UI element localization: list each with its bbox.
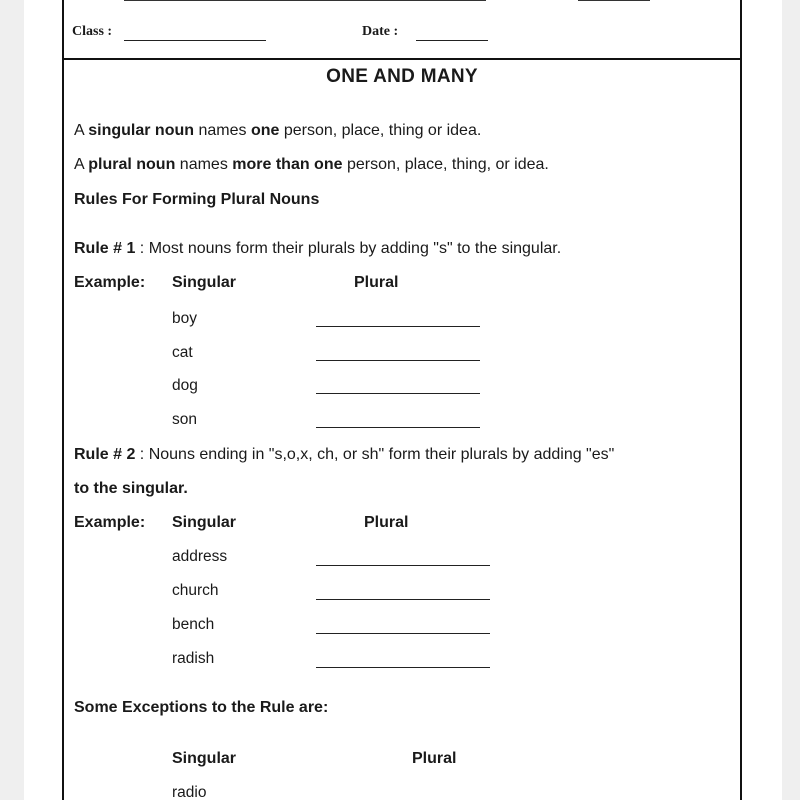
- plural-header: Plural: [412, 750, 457, 767]
- date-field[interactable]: [416, 40, 488, 41]
- singular-word: address: [172, 548, 228, 565]
- def-text: person, place, thing or idea.: [279, 122, 482, 139]
- def-text: person, place, thing, or idea.: [342, 156, 549, 173]
- worksheet: [62, 0, 742, 800]
- rule-label: Rule # 2: [74, 446, 136, 463]
- plural-answer-line[interactable]: [316, 565, 490, 566]
- rule-text: : Most nouns form their plurals by adding "s" to the singular.: [135, 240, 562, 257]
- def-text: A: [74, 156, 89, 173]
- singular-word: boy: [172, 310, 197, 327]
- def-text: A: [74, 122, 89, 139]
- plural-answer-line[interactable]: [316, 326, 480, 327]
- def-term: plural noun: [88, 156, 176, 173]
- singular-header: Singular: [172, 514, 237, 531]
- right-margin: [782, 0, 800, 800]
- singular-definition: [74, 122, 481, 140]
- singular-word: radio: [172, 784, 207, 801]
- date-label: Date :: [362, 24, 399, 39]
- def-emphasis: one: [250, 122, 280, 139]
- plural-answer-line[interactable]: [316, 599, 490, 600]
- rule-text: : Nouns ending in "s,o,x, ch, or sh" form their plurals by adding "es": [135, 446, 615, 463]
- class-field[interactable]: [124, 40, 266, 41]
- plural-answer-line[interactable]: [316, 667, 490, 668]
- page-title: ONE AND MANY: [326, 66, 478, 87]
- rules-heading: Rules For Forming Plural Nouns: [74, 191, 320, 208]
- rule-label: Rule # 1: [74, 240, 136, 257]
- singular-word: church: [172, 582, 219, 599]
- header-divider: [64, 58, 740, 60]
- rule-2: [74, 446, 614, 464]
- def-emphasis: more than one: [232, 156, 343, 173]
- plural-answer-line[interactable]: [316, 393, 480, 394]
- example-label: Example:: [74, 514, 146, 531]
- plural-answer-line[interactable]: [316, 360, 480, 361]
- def-text: names: [194, 122, 251, 139]
- singular-word: dog: [172, 377, 198, 394]
- singular-header: Singular: [172, 274, 237, 291]
- name-blank-line: [124, 0, 486, 1]
- def-text: names: [175, 156, 233, 173]
- exceptions-heading: Some Exceptions to the Rule are:: [74, 699, 329, 716]
- rule-1: [74, 240, 561, 258]
- plural-header: Plural: [354, 274, 399, 291]
- plural-header: Plural: [364, 514, 409, 531]
- rule-2-continued: to the singular.: [74, 480, 188, 497]
- example-label: Example:: [74, 274, 146, 291]
- singular-word: son: [172, 411, 197, 428]
- roll-blank-line: [578, 0, 650, 1]
- class-label: Class :: [72, 24, 113, 39]
- singular-word: radish: [172, 650, 215, 667]
- singular-header: Singular: [172, 750, 237, 767]
- def-term: singular noun: [88, 122, 195, 139]
- singular-word: bench: [172, 616, 215, 633]
- singular-word: cat: [172, 344, 193, 361]
- plural-answer-line[interactable]: [316, 633, 490, 634]
- plural-answer-line[interactable]: [316, 427, 480, 428]
- left-margin: [0, 0, 24, 800]
- plural-definition: [74, 156, 549, 174]
